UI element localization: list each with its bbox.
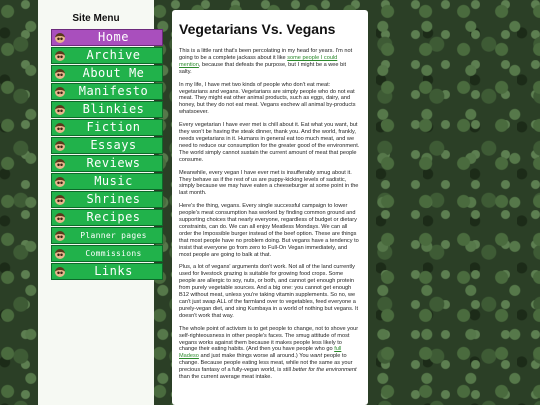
menu-list — [38, 29, 154, 280]
face-icon — [55, 231, 65, 241]
paragraph-7: The whole point of activism is to get people to change, not to shove your self-righteousness in other people's faces. The smug attitude of most vegans works against them because it makes people less likely to change their eating habits. (And then you have people who go full Madeso and just make things worse all around.) You want people to change. Because people eating less meat, while not the same as your precious fantasy of a fully-vegan world, is still better for the environment than the current average meat intake. — [179, 325, 359, 381]
menu-item-label: Blinkies — [82, 102, 145, 116]
paragraph-4: Meanwhile, every vegan I have ever met is insufferably smug about it. They behave as if the rest of us are puppy-kicking levels of sadistic, simply because we may have eaten a cheeseburger at some point in the last month. — [179, 169, 359, 197]
face-icon — [55, 177, 65, 187]
menu-item-archive[interactable] — [51, 47, 163, 64]
paragraph-3: Every vegetarian I have ever met is chill about it. Eat what you want, but they won't be having the steak dinner, thank you. And the world, frankly, needs vegetarians in it. Humans in general eat too much meat, and we need to reduce our consumption for the greater good of the environment. The world simply cannot sustain the current amount of meat that people consume. — [179, 122, 360, 163]
face-icon — [55, 123, 65, 133]
menu-item-label: Music — [94, 174, 133, 188]
menu-item-shrines[interactable] — [51, 191, 163, 208]
some-people-link[interactable]: some people I could mention — [179, 54, 338, 68]
face-icon — [55, 105, 65, 115]
menu-item-label: Reviews — [86, 156, 141, 170]
article — [172, 10, 368, 405]
site-menu — [38, 0, 154, 405]
menu-item-home[interactable] — [51, 29, 163, 46]
face-icon — [55, 267, 65, 277]
face-icon — [55, 87, 65, 97]
face-icon — [55, 69, 65, 79]
menu-item-commissions[interactable] — [51, 245, 163, 262]
menu-item-manifesto[interactable] — [51, 83, 163, 100]
face-icon — [55, 195, 65, 205]
face-icon — [55, 213, 65, 223]
menu-item-links[interactable] — [51, 263, 163, 280]
menu-item-label: Home — [98, 30, 129, 44]
face-icon — [55, 33, 65, 43]
menu-item-label: Manifesto — [78, 84, 149, 98]
face-icon — [55, 159, 65, 169]
menu-item-label: Recipes — [86, 210, 141, 224]
menu-item-planner-pages[interactable] — [51, 227, 163, 244]
menu-item-music[interactable] — [51, 173, 163, 190]
menu-item-label: Commissions — [85, 249, 142, 258]
menu-item-label: Fiction — [86, 120, 141, 134]
article-title: Vegetarians Vs. Vegans — [179, 21, 336, 37]
paragraph-1: This is a little rant that's been percolating in my head for years. I'm not going to be a complete jackass about it like some people I could mention, because that defeats the purpose, but I might be a wee bit salty. — [179, 48, 353, 75]
paragraph-2: In my life, I have met two kinds of people who don't eat meat: vegetarians and vegans. Vegetarians are simply people who do not eat meat. They might eat other animal products, such as eggs, dairy, and honey, but they do not eat meat. Vegans eschew all animal by-products whatsoever. — [179, 81, 356, 116]
menu-item-label: Planner pages — [80, 231, 147, 240]
face-icon — [55, 141, 65, 151]
menu-item-fiction[interactable] — [51, 119, 163, 136]
menu-item-label: Archive — [86, 48, 141, 62]
menu-item-label: Shrines — [86, 192, 141, 206]
site-menu-title: Site Menu — [72, 13, 120, 24]
menu-item-label: Links — [94, 264, 133, 278]
menu-item-reviews[interactable] — [51, 155, 163, 172]
menu-item-blinkies[interactable] — [51, 101, 163, 118]
paragraph-5: Here's the thing, vegans. Every single successful campaign to lower people's meat consumption has worked by finding common ground and supporting choices that nearly everyone, regardless of budget or dietary constraints, can do. We can all enjoy Meatless Mondays. We can all order the Impossible burger instead of the beef option. These are things that most people have no problem doing. But vegans have a tendency to insist that everyone go from zero to Full-On Vegan immediately, and most people are going to balk at that. — [179, 203, 359, 258]
menu-item-label: Essays — [90, 138, 137, 152]
menu-item-essays[interactable] — [51, 137, 163, 154]
menu-item-about-me[interactable] — [51, 65, 163, 82]
menu-item-recipes[interactable] — [51, 209, 163, 226]
menu-item-label: About Me — [82, 66, 145, 80]
paragraph-6: Plus, a lot of vegans' arguments don't work. Not all of the land currently used for livestock grazing is suitable for growing food crops. Some people are allergic to soy, nuts, or both, and cannot get enough protein from purely vegetable sources. And a big one: you cannot get enough B12 without meat, unless you're taking vitamin supplements. So no, we can't just swap ALL of the farmland over to vegetables, feed everyone a purely-vegan diet, and sing Kumbaya in a world of nothing but vegans. It doesn't work that way. — [179, 264, 359, 319]
face-icon — [55, 249, 65, 259]
full-madeso-link[interactable]: full Madeso — [179, 346, 342, 360]
face-icon — [55, 51, 65, 61]
